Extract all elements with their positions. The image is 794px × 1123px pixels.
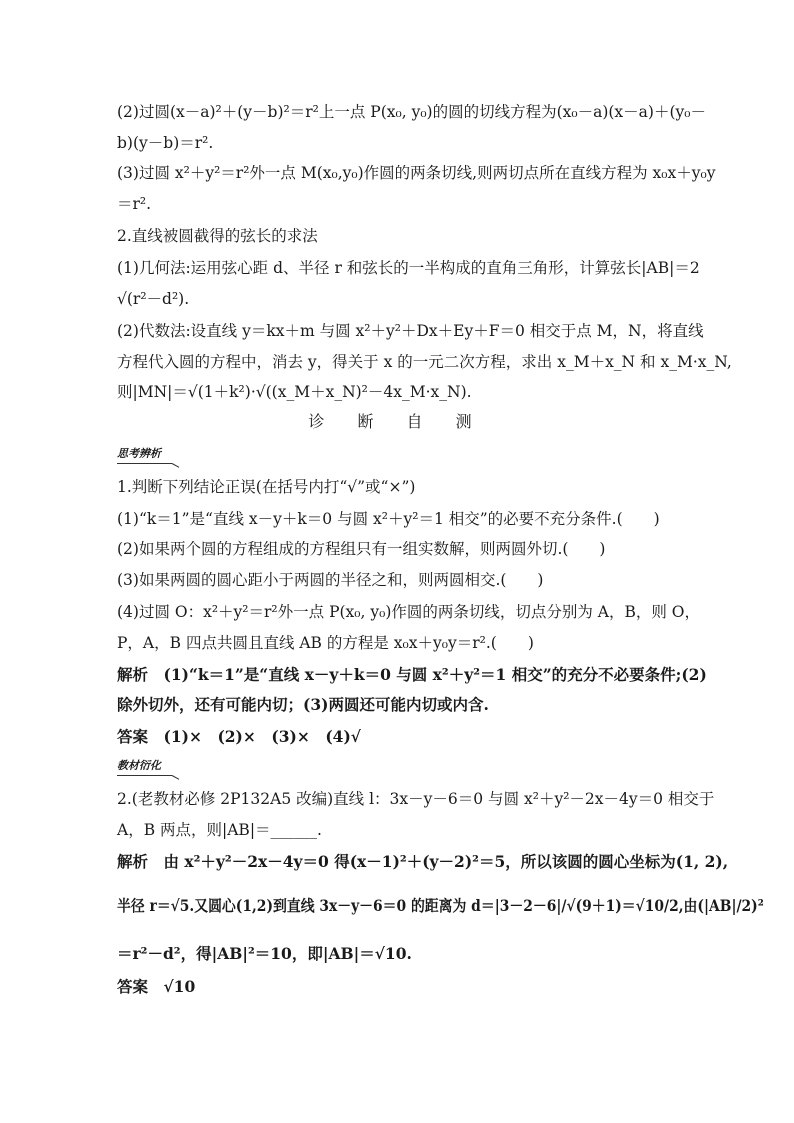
text-line: b)(y－b)＝r².	[117, 134, 214, 152]
answer-text: 答案 (1)× (2)× (3)× (4)√	[117, 727, 361, 746]
analysis-text: 解析 由 x²＋y²－2x－4y＝0 得(x－1)²＋(y－2)²＝5，所以该圆的圆心坐标为(1, 2),	[117, 852, 729, 871]
text-line: (2)代数法:设直线 y＝kx＋m 与圆 x²＋y²＋Dx＋Ey＋F＝0 相交于点 M，N，将直线	[117, 322, 704, 340]
text-line: (3)过圆 x²＋y²＝r²外一点 M(x₀,y₀)作圆的两条切线,则两切点所在直线方程为 x₀x＋y₀y	[117, 164, 716, 182]
text-line: ＝r².	[117, 195, 152, 213]
section-underline-tick	[172, 775, 180, 780]
question-title: 1.判断下列结论正误(在括号内打“√”或“×”)	[117, 478, 416, 496]
text-line: 方程代入圆的方程中，消去 y，得关于 x 的一元二次方程，求出 x_M＋x_N 和 x_M·x_N,	[117, 353, 732, 371]
section-underline	[117, 775, 172, 776]
question-title: 2.(老教材必修 2P132A5 改编)直线 l：3x－y－6＝0 与圆 x²＋y²－2x－4y＝0 相交于	[117, 790, 715, 808]
section-heading: 诊 断 自 测	[308, 412, 486, 431]
question-item: (1)“k＝1”是“直线 x－y＋k＝0 与圆 x²＋y²＝1 相交”的必要不充分条件.( )	[117, 510, 660, 528]
text-line: √(r²－d²).	[117, 290, 190, 308]
analysis-text: ＝r²－d²，得|AB|²＝10，即|AB|＝√10.	[117, 944, 412, 963]
section-underline	[117, 463, 172, 464]
question-item: P，A，B 四点共圆且直线 AB 的方程是 x₀x＋y₀y＝r².( )	[117, 634, 534, 652]
analysis-text: 半径 r＝√5.又圆心(1,2)到直线 3x－y－6＝0 的距离为 d＝|3－2－6|/√(9＋1)＝√10/2,由(|AB|/2)²	[117, 896, 764, 915]
text-line: (2)过圆(x－a)²＋(y－b)²＝r²上一点 P(x₀, y₀)的圆的切线方程为(x₀－a)(x－a)＋(y₀－	[117, 103, 706, 121]
text-line: 2.直线被圆截得的弦长的求法	[117, 227, 318, 245]
section-underline-tick	[172, 463, 180, 468]
analysis-text: 除外切外，还有可能内切；(3)两圆还可能内切或内含.	[117, 695, 489, 714]
text-line: 则|MN|＝√(1＋k²)·√((x_M＋x_N)²－4x_M·x_N).	[117, 383, 472, 401]
answer-text: 答案 √10	[117, 977, 196, 996]
analysis-text: 解析 (1)“k＝1”是“直线 x－y＋k＝0 与圆 x²＋y²＝1 相交”的充分不必要条件;(2)	[117, 665, 707, 684]
question-item: (2)如果两个圆的方程组成的方程组只有一组实数解，则两圆外切.( )	[117, 540, 606, 558]
section-label-thinking: 思考辨析	[117, 447, 161, 460]
question-item: (3)如果两圆的圆心距小于两圆的半径之和，则两圆相交.( )	[117, 571, 544, 589]
section-label-textbook: 教材衍化	[117, 759, 161, 772]
question-item: (4)过圆 O：x²＋y²＝r²外一点 P(x₀, y₀)作圆的两条切线，切点分别为 A，B，则 O，	[117, 603, 701, 621]
question-item: A，B 两点，则|AB|＝______.	[117, 821, 322, 839]
text-line: (1)几何法:运用弦心距 d、半径 r 和弦长的一半构成的直角三角形，计算弦长|AB|＝2	[117, 259, 700, 277]
